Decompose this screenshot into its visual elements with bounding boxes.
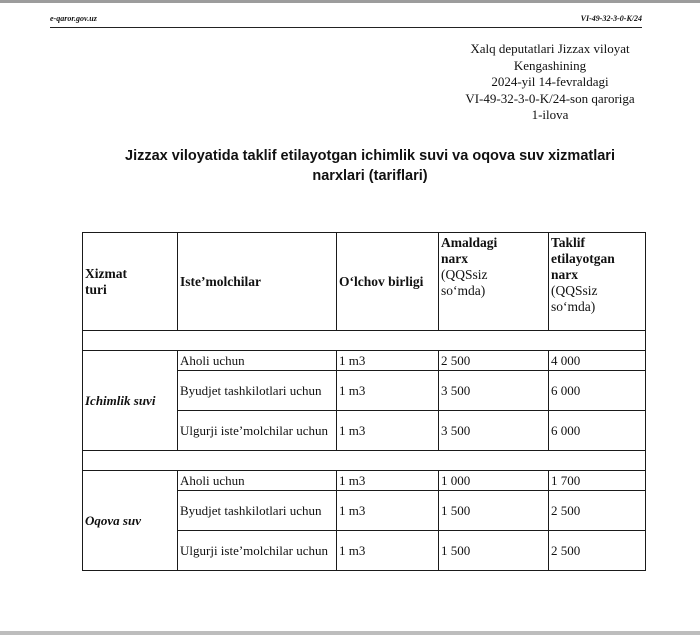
current-price-cell: 1 500 <box>439 491 549 531</box>
consumer-cell: Ulgurji iste’molchilar uchun <box>178 411 337 451</box>
proposed-price-cell: 4 000 <box>549 351 646 371</box>
current-price-cell: 2 500 <box>439 351 549 371</box>
unit-cell: 1 m3 <box>337 371 439 411</box>
consumer-cell: Aholi uchun <box>178 351 337 371</box>
unit-cell: 1 m3 <box>337 471 439 491</box>
tariff-table <box>82 232 646 571</box>
spacer-cell <box>83 331 646 351</box>
document-number: VI-49-32-3-0-K/24 <box>580 14 642 23</box>
site-name: e-qaror.gov.uz <box>50 14 97 23</box>
consumer-cell: Ulgurji iste’molchilar uchun <box>178 531 337 571</box>
approval-line: VI-49-32-3-0-K/24-son qaroriga <box>465 90 635 106</box>
header-current-line: Amaldagi <box>441 235 498 250</box>
table-spacer-row <box>83 331 646 351</box>
consumer-cell: Byudjet tashkilotlari uchun <box>178 371 337 411</box>
header-unit: O‘lchov birligi <box>337 233 439 331</box>
service-cell: Ichimlik suvi <box>83 351 178 451</box>
approval-line: 1-ilova <box>531 107 569 123</box>
header-current-line: (QQSsiz <box>441 267 488 282</box>
proposed-price-cell: 6 000 <box>549 411 646 451</box>
title-line: narxlari (tariflari) <box>312 168 428 184</box>
proposed-price-cell: 2 500 <box>549 531 646 571</box>
unit-cell: 1 m3 <box>337 491 439 531</box>
approval-line: Kengashining <box>513 57 587 73</box>
header-proposed-line: (QQSsiz <box>551 283 598 298</box>
spacer-cell <box>83 451 646 471</box>
header-proposed-line: etilayotgan <box>551 251 615 266</box>
proposed-price-cell: 1 700 <box>549 471 646 491</box>
header-current-price <box>439 233 549 331</box>
approval-line: 2024-yil 14-fevraldagi <box>491 74 609 90</box>
title-line: Jizzax viloyatida taklif etilayotgan ichimlik suvi va oqova suv xizmatlari <box>125 148 615 164</box>
unit-cell: 1 m3 <box>337 531 439 571</box>
current-price-cell: 3 500 <box>439 371 549 411</box>
consumer-cell: Aholi uchun <box>178 471 337 491</box>
approval-block <box>445 41 655 124</box>
consumer-cell: Byudjet tashkilotlari uchun <box>178 491 337 531</box>
page-top-edge <box>0 0 700 3</box>
approval-line: Xalq deputatlari Jizzax viloyat <box>470 41 630 56</box>
proposed-price-cell: 6 000 <box>549 371 646 411</box>
header-current-line: narx <box>441 251 468 266</box>
table-row <box>83 471 646 491</box>
table-header-row <box>83 233 646 331</box>
unit-cell: 1 m3 <box>337 351 439 371</box>
header-proposed-line: narx <box>551 267 578 282</box>
header-proposed-line: Taklif <box>551 235 586 250</box>
page-bottom-edge <box>0 631 700 635</box>
document-header <box>50 11 642 28</box>
header-proposed-line: so‘mda) <box>551 299 596 314</box>
current-price-cell: 1 000 <box>439 471 549 491</box>
current-price-cell: 1 500 <box>439 531 549 571</box>
header-service <box>83 233 178 331</box>
proposed-price-cell: 2 500 <box>549 491 646 531</box>
current-price-cell: 3 500 <box>439 411 549 451</box>
service-cell: Oqova suv <box>83 471 178 571</box>
header-proposed-price <box>549 233 646 331</box>
header-consumers: Iste’molchilar <box>178 233 337 331</box>
table-spacer-row <box>83 451 646 471</box>
document-title <box>90 146 650 186</box>
header-current-line: so‘mda) <box>441 283 486 298</box>
table-row <box>83 351 646 371</box>
header-service-line: turi <box>85 281 107 297</box>
unit-cell: 1 m3 <box>337 411 439 451</box>
header-service-line: Xizmat <box>85 265 127 281</box>
